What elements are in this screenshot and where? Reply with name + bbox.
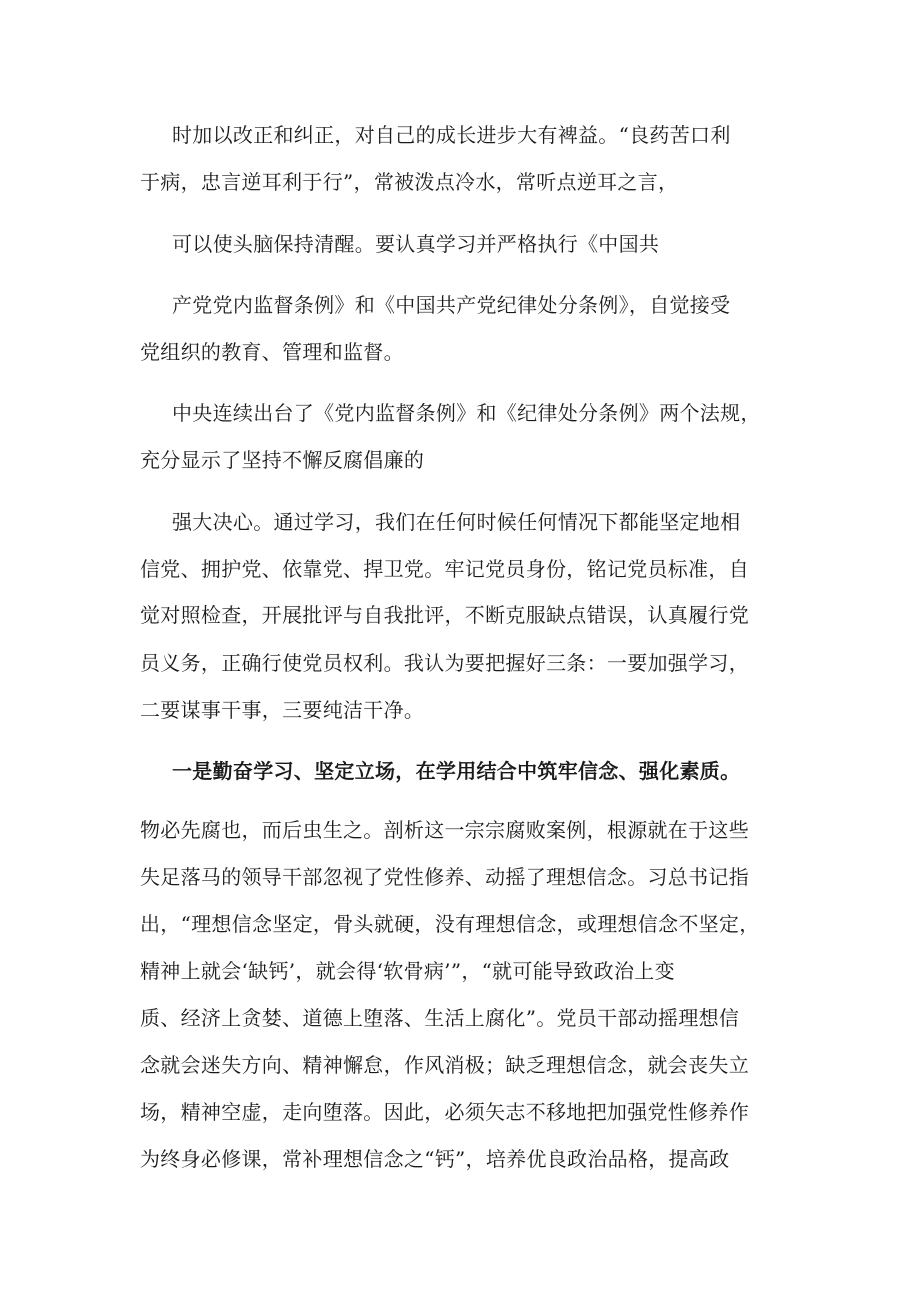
- text-line: 产党党内监督条例》和《中国共产党纪律处分条例》，自觉接受: [172, 293, 731, 317]
- text-line: 失足落马的领导干部忽视了党性修养、动摇了理想信念。习总书记指: [140, 865, 749, 889]
- text-line: 出，“理想信念坚定，骨头就硬，没有理想信念，或理想信念不坚定，: [140, 912, 760, 936]
- text-line: 精神上就会‘缺钙’，就会得‘软骨病’”，“就可能导致政治上变: [140, 959, 675, 983]
- section-heading: 一是勤奋学习、坚定立场，在学用结合中筑牢信念、强化素质。: [172, 759, 741, 783]
- text-line: 党组织的教育、管理和监督。: [140, 340, 404, 364]
- text-line: 二要谋事干事，三要纯洁干净。: [140, 698, 425, 722]
- text-line: 中央连续出台了《党内监督条例》和《纪律处分条例》两个法规，: [172, 401, 761, 425]
- text-line: 员义务，正确行使党员权利。我认为要把握好三条：一要加强学习，: [140, 651, 749, 675]
- text-line: 于病，忠言逆耳利于行”，常被泼点冷水，常听点逆耳之言，: [140, 170, 679, 194]
- text-line: 时加以改正和纠正，对自己的成长进步大有裨益。“良药苦口利: [172, 123, 731, 147]
- text-line: 为终身必修课，常补理想信念之“钙”，培养优良政治品格，提高政: [140, 1147, 730, 1171]
- text-line: 物必先腐也，而后虫生之。剖析这一宗宗腐败案例，根源就在于这些: [140, 818, 749, 842]
- text-line: 念就会迷失方向、精神懈怠，作风消极；缺乏理想信念，就会丧失立: [140, 1053, 749, 1077]
- text-line: 充分显示了坚持不懈反腐倡廉的: [140, 448, 425, 472]
- text-line: 强大决心。通过学习，我们在任何时候任何情况下都能坚定地相: [172, 510, 741, 534]
- text-line: 场，精神空虚，走向堕落。因此，必须矢志不移地把加强党性修养作: [140, 1100, 749, 1124]
- text-line: 可以使头脑保持清醒。要认真学习并严格执行《中国共: [172, 232, 660, 256]
- text-line: 质、经济上贪婪、道德上堕落、生活上腐化”。党员干部动摇理想信: [140, 1006, 740, 1030]
- text-line: 信党、拥护党、依靠党、捍卫党。牢记党员身份，铭记党员标准，自: [140, 557, 749, 581]
- text-line: 觉对照检查，开展批评与自我批评，不断克服缺点错误，认真履行党: [140, 603, 749, 627]
